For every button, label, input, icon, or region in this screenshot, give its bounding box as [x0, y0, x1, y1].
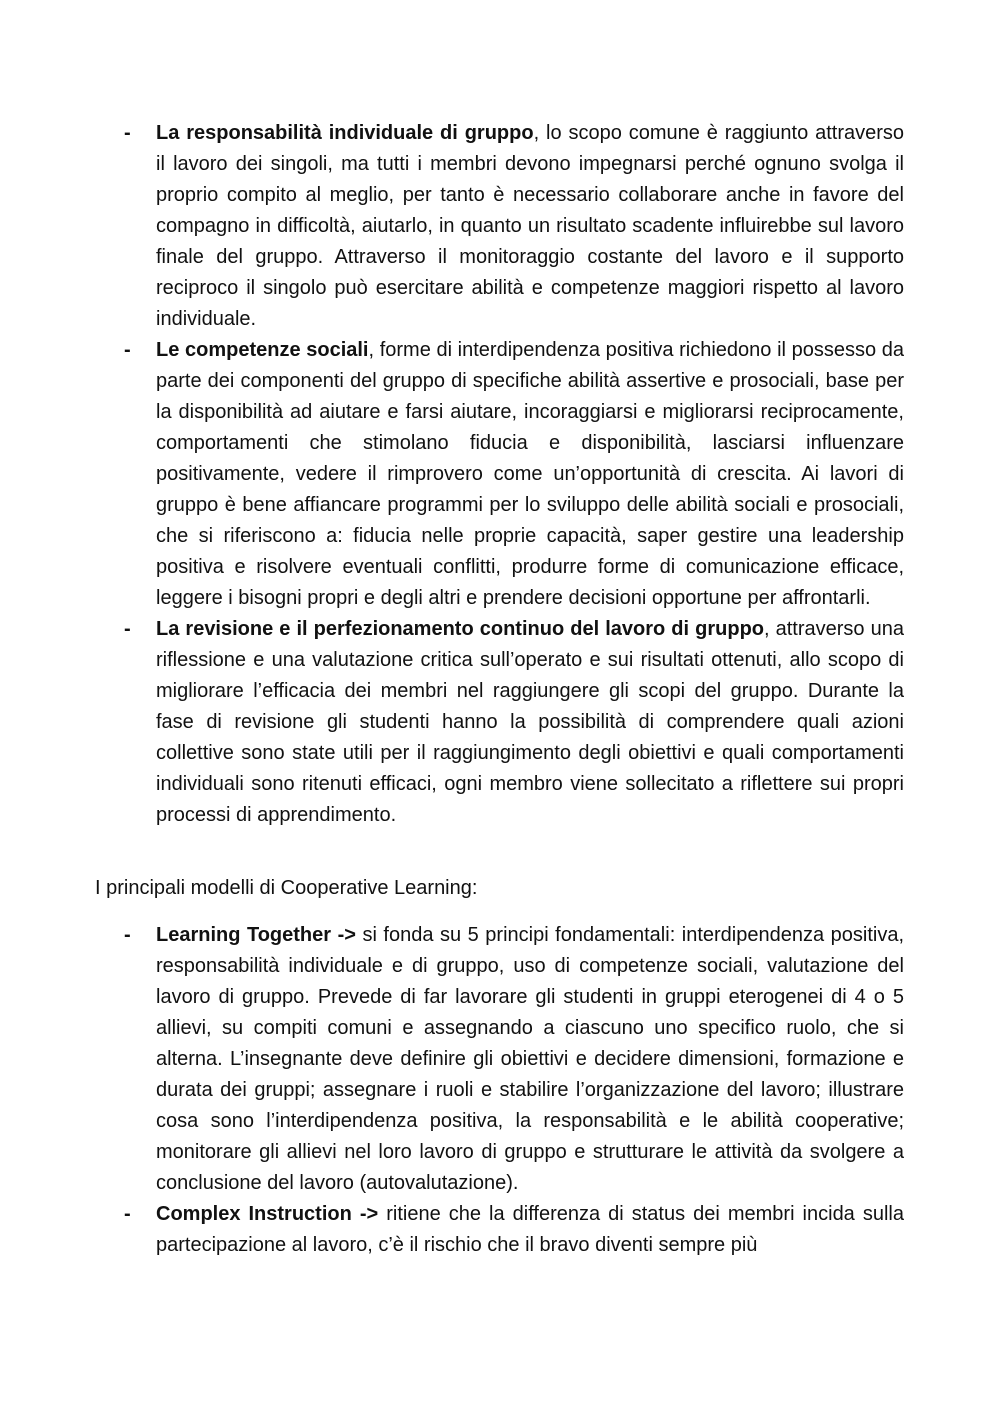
item-term: Complex Instruction: [156, 1203, 352, 1225]
item-term: La revisione e il perfezionamento continuo del lavoro di gruppo: [156, 618, 764, 640]
list-item: [124, 614, 904, 831]
principles-list: [124, 118, 904, 831]
item-text: si fonda su 5 principi fondamentali: interdipendenza positiva, responsabilità individuale e di gruppo, uso di competenze sociali, valutazione del lavoro di gruppo. Prevede di far lavorare gli studenti in gruppi eterogenei di 4 o 5 allievi, su compiti comuni e assegnando a ciascuno uno specifico ruolo, che si alterna. L’insegnante deve definire gli obiettivi e decidere dimensioni, formazione e durata dei gruppi; assegnare i ruoli e stabilire l’organizzazione del lavoro; illustrare cosa sono l’interdipendenza positiva, la responsabilità e le abilità cooperative; monitorare gli allievi nel loro lavoro di gruppo e strutturare le attività da svolgere a conclusione del lavoro (autovalutazione).: [156, 924, 904, 1194]
bullet-dash: -: [124, 122, 131, 144]
list-item: [124, 118, 904, 335]
bullet-dash: -: [124, 339, 131, 361]
list-item: [124, 335, 904, 614]
bullet-dash: -: [124, 924, 131, 946]
models-intro: I principali modelli di Cooperative Learning:: [95, 877, 478, 899]
list-item: [124, 1199, 904, 1261]
models-list: [124, 920, 904, 1261]
bullet-dash: -: [124, 1203, 131, 1225]
item-term: Learning Together: [156, 924, 332, 946]
list-item: [124, 920, 904, 1199]
arrow-marker: ->: [331, 924, 356, 946]
arrow-marker: ->: [351, 1203, 379, 1225]
item-term: La responsabilità individuale di gruppo: [156, 122, 534, 144]
item-text: , attraverso una riflessione e una valutazione critica sull’operato e sui risultati ottenuti, allo scopo di migliorare l’efficacia dei membri nel raggiungere gli scopi del gruppo. Durante la fase di revisione gli studenti hanno la possibilità di comprendere quali azioni collettive sono state utili per il raggiungimento degli obiettivi e quali comportamenti individuali sono ritenuti efficaci, ogni membro viene sollecitato a riflettere sui propri processi di apprendimento.: [156, 618, 904, 826]
bullet-dash: -: [124, 618, 131, 640]
item-text: ritiene che la differenza di status dei membri incida sulla partecipazione al lavoro, c’è il rischio che il bravo diventi sempre più: [156, 1203, 904, 1256]
item-term: Le competenze sociali: [156, 339, 369, 361]
item-text: , forme di interdipendenza positiva richiedono il possesso da parte dei componenti del gruppo di specifiche abilità assertive e prosociali, base per la disponibilità ad aiutare e farsi aiutare, incoraggiarsi e migliorarsi reciprocamente, comportamenti che stimolano fiducia e disponibilità, lasciarsi influenzare positivamente, vedere il rimprovero come un’opportunità di crescita. Ai lavori di gruppo è bene affiancare programmi per lo sviluppo delle abilità sociali e prosociali, che si riferiscono a: fiducia nelle proprie capacità, saper gestire una leadership positiva e risolvere eventuali conflitti, produrre forme di comunicazione efficace, leggere i bisogni propri e degli altri e prendere decisioni opportune per affrontarli.: [156, 339, 904, 609]
item-text: , lo scopo comune è raggiunto attraverso il lavoro dei singoli, ma tutti i membri devono impegnarsi perché ognuno svolga il proprio compito al meglio, per tanto è necessario collaborare anche in favore del compagno in difficoltà, aiutarlo, in quanto un risultato scadente influirebbe sul lavoro finale del gruppo. Attraverso il monitoraggio costante del lavoro e il supporto reciproco il singolo può esercitare abilità e competenze maggiori rispetto al lavoro individuale.: [156, 122, 905, 330]
